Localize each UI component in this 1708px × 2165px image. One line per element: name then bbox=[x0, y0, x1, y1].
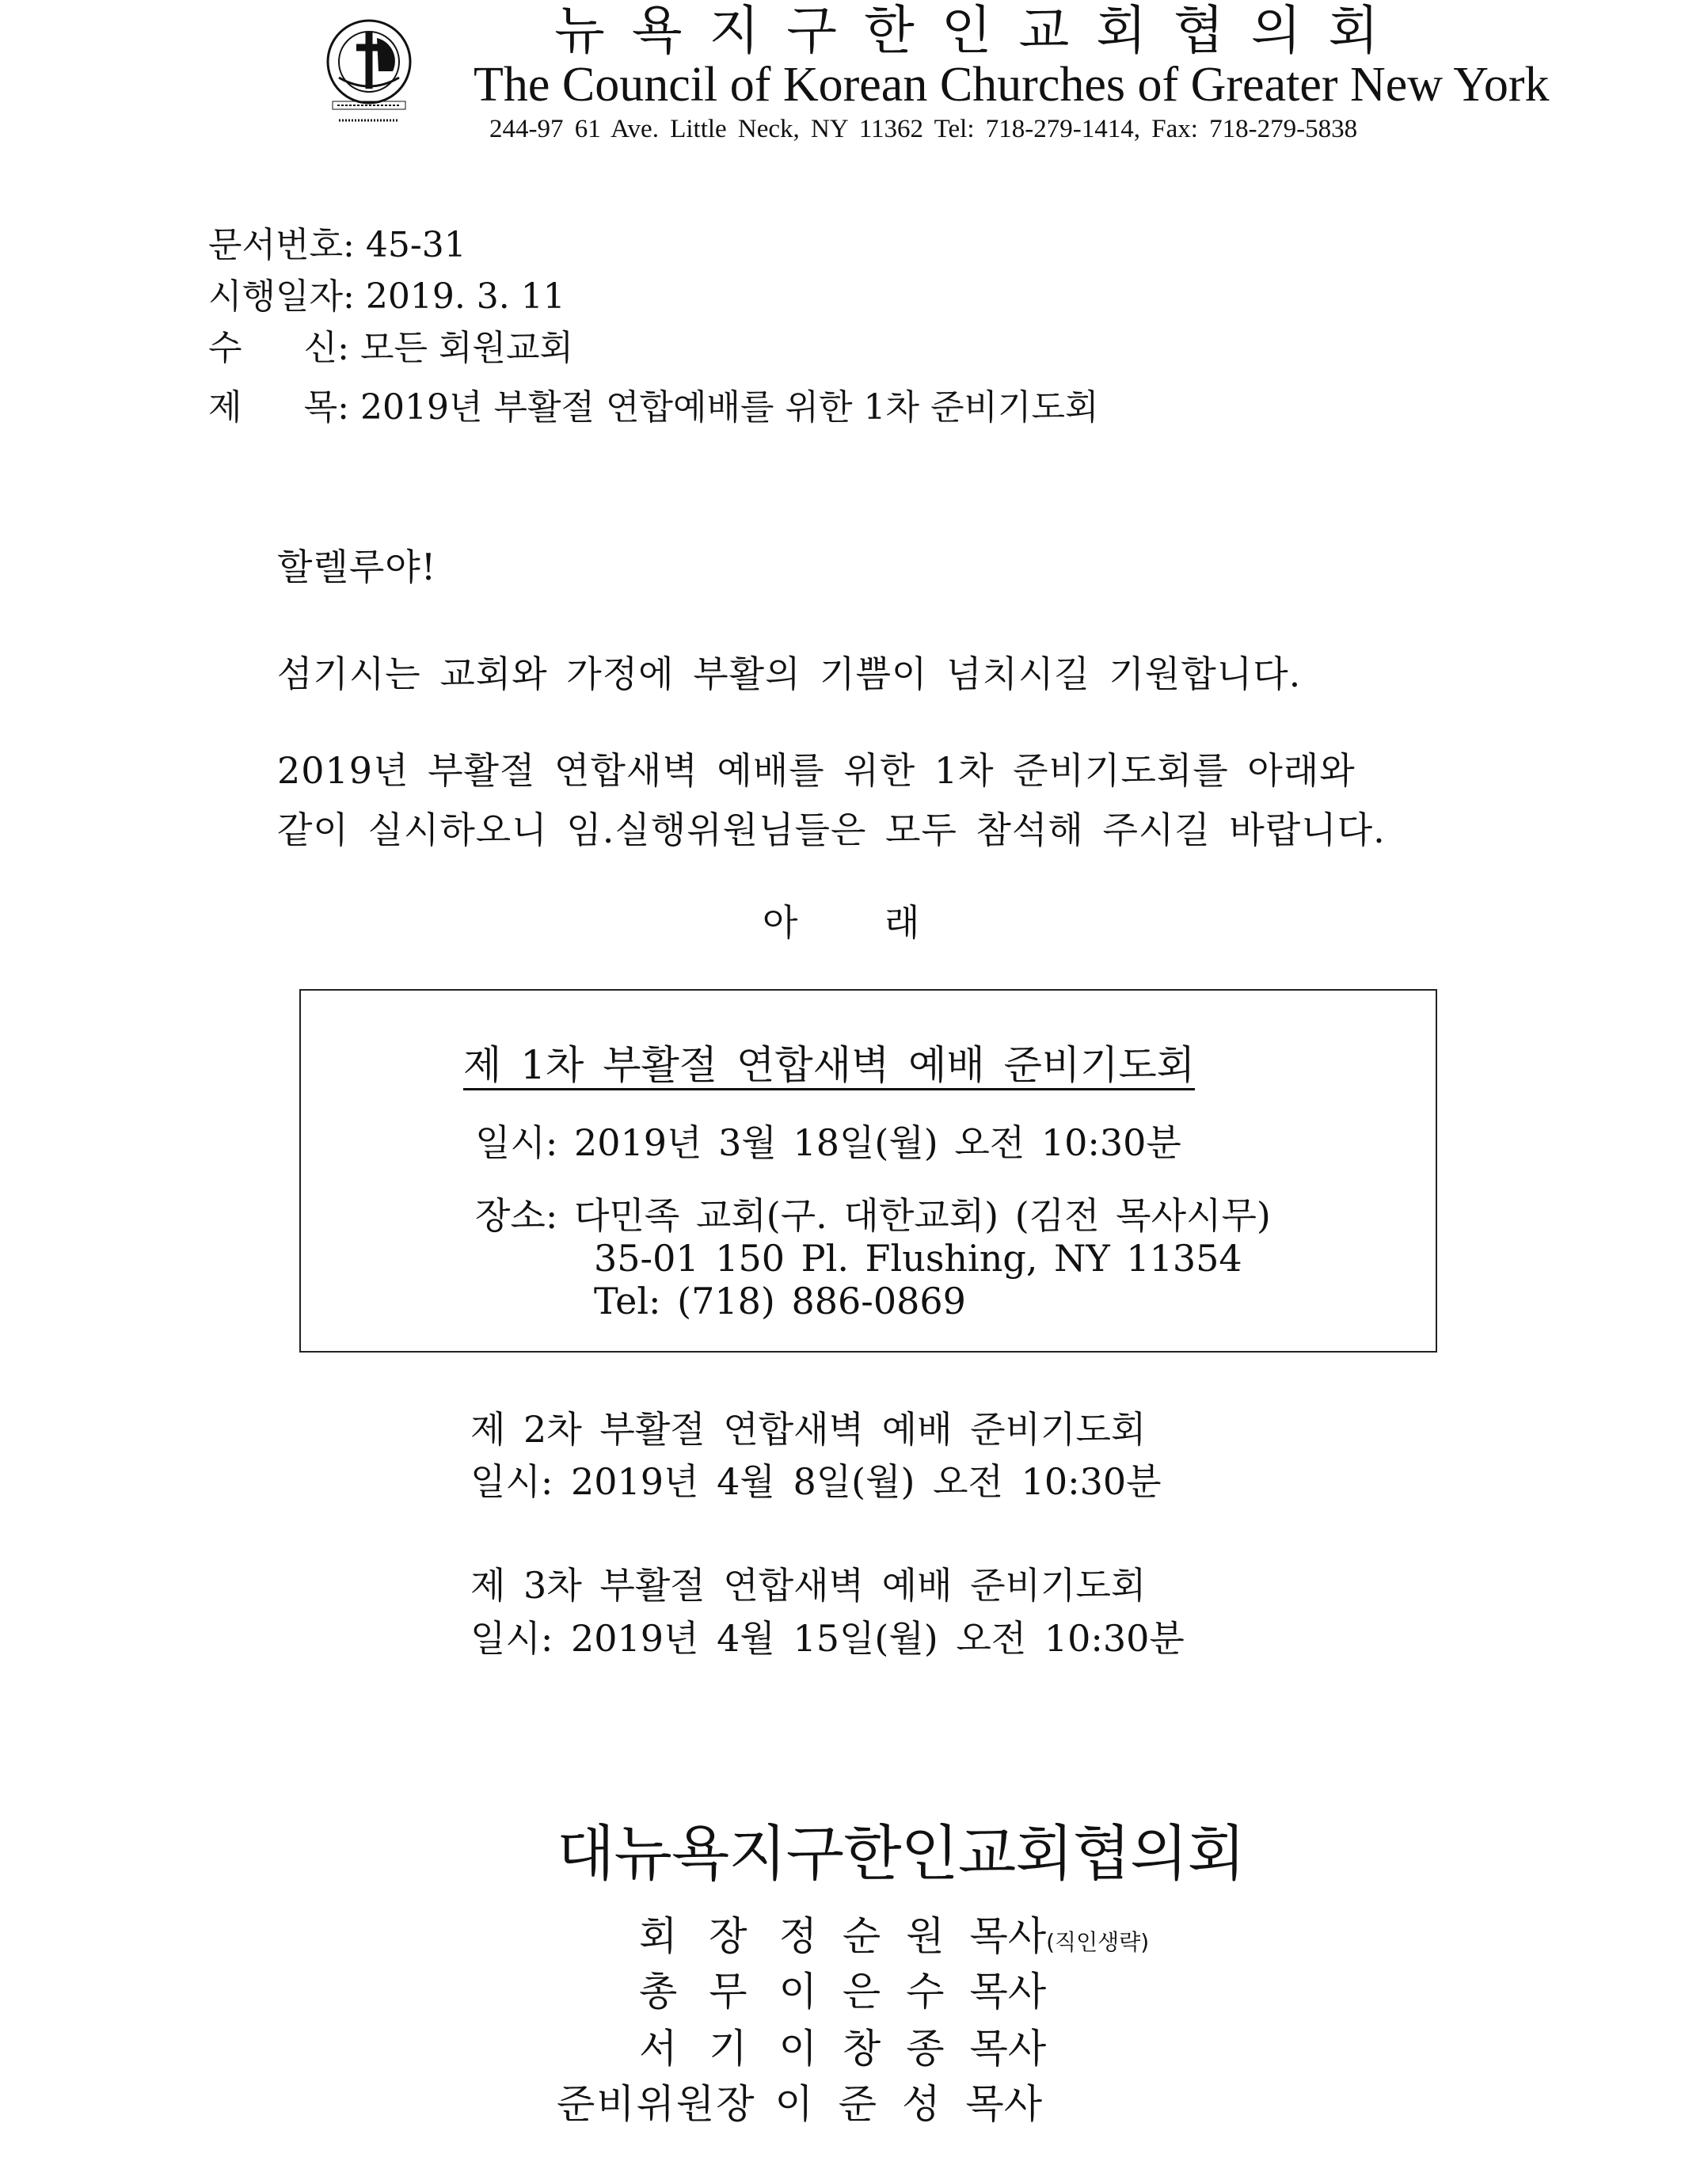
subject-row bbox=[208, 387, 1099, 428]
recipient-value: 모든 회원교회 bbox=[360, 328, 574, 368]
meeting-2-datetime: 일시: 2019년 4월 8일(월) 오전 10:30분 bbox=[470, 1460, 1162, 1503]
recipient-row bbox=[208, 328, 574, 368]
body-line-1: 섬기시는 교회와 가정에 부활의 기쁨이 넘치시길 기원합니다. bbox=[277, 653, 1302, 695]
doc-number-label: 문서번호: bbox=[208, 225, 355, 265]
meeting-1-datetime: 일시: 2019년 3월 18일(월) 오전 10:30분 bbox=[475, 1121, 1181, 1164]
signature-row-committee-chair: 준비위원장 이준성목사 bbox=[557, 2081, 1043, 2127]
below-label-1: 아 bbox=[763, 901, 798, 944]
letterhead-address: 244-97 61 Ave. Little Neck, NY 11362 Tel: 718-279-1414, Fax: 718-279-5838 bbox=[489, 115, 1358, 143]
issue-date-value: 2019. 3. 11 bbox=[365, 276, 565, 317]
body-line-2: 2019년 부활절 연합새벽 예배를 위한 1차 준비기도회를 아래와 bbox=[277, 749, 1356, 792]
signature-row-secretary-general: 총무이은수목사 bbox=[639, 1969, 1047, 2015]
subject-label: 제 목: bbox=[208, 387, 349, 428]
doc-number-value: 45-31 bbox=[365, 225, 466, 265]
meeting-1-address: 35-01 150 Pl. Flushing, NY 11354 bbox=[594, 1237, 1242, 1280]
meeting-1-title: 제 1차 부활절 연합새벽 예배 준비기도회 bbox=[463, 1045, 1195, 1090]
letterhead-english-title: The Council of Korean Churches of Greater New York bbox=[474, 58, 1550, 112]
subject-value: 2019년 부활절 연합예배를 위한 1차 준비기도회 bbox=[360, 387, 1099, 428]
signature-row-clerk: 서기이창종목사 bbox=[639, 2026, 1047, 2072]
council-logo bbox=[321, 16, 417, 128]
meeting-2-title: 제 2차 부활절 연합새벽 예배 준비기도회 bbox=[470, 1408, 1147, 1451]
meeting-3-title: 제 3차 부활절 연합새벽 예배 준비기도회 bbox=[470, 1564, 1147, 1607]
signature-organization: 대뉴욕지구한인교회협의회 bbox=[557, 1818, 1245, 1889]
meeting-3-datetime: 일시: 2019년 4월 15일(월) 오전 10:30분 bbox=[470, 1617, 1185, 1660]
recipient-label: 수 신: bbox=[208, 328, 349, 368]
meeting-1-tel: Tel: (718) 886-0869 bbox=[594, 1280, 966, 1322]
doc-number-row bbox=[208, 225, 466, 265]
body-line-3: 같이 실시하오니 임.실행위원님들은 모두 참석해 주시길 바랍니다. bbox=[277, 809, 1386, 851]
issue-date-row bbox=[208, 276, 565, 317]
signature-row-president: 회장정순원목사(직인생략) bbox=[639, 1913, 1150, 1959]
below-label-2: 래 bbox=[884, 901, 920, 944]
meeting-1-place: 장소: 다민족 교회(구. 대한교회) (김전 목사시무) bbox=[475, 1194, 1271, 1237]
letterhead-korean-title: 뉴욕지구한인교회협의회 bbox=[554, 0, 1406, 61]
greeting: 할렐루야! bbox=[277, 546, 437, 588]
issue-date-label: 시행일자: bbox=[208, 276, 355, 317]
